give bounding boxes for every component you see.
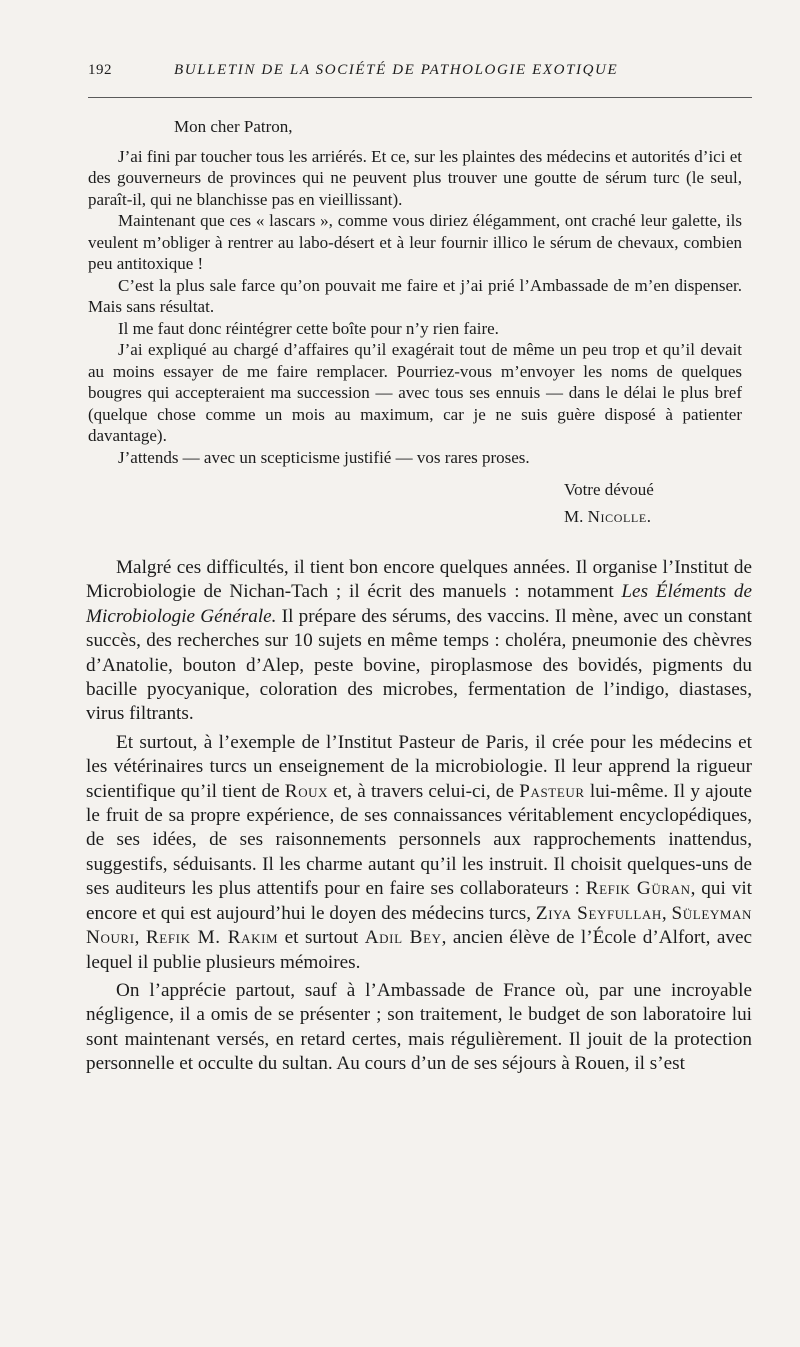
person-name: Roux: [284, 780, 329, 802]
text-run: , qui vit encore et qui est aujourd’hui le doyen des médecins turcs,: [86, 878, 752, 924]
quoted-letter: [88, 116, 742, 530]
person-name: Adil Bey: [364, 927, 442, 949]
person-name: Ziya Seyfullah: [535, 902, 662, 924]
letter-paragraph: Il me faut donc réintégrer cette boîte pour n’y rien faire.: [118, 318, 499, 338]
body-paragraph: [86, 556, 752, 727]
text-run: Il prépare des sérums, des vaccins. Il mène, avec un constant succès, des recherches sur 10 sujets en même temps : choléra, pneumonie des chèvres d’Anatolie, bouton d’Alep, peste bovine, piroplasmose des bovidés, pigments du bacille pyocyanique, coloration des microbes, fermentation de l’indigo, diastases, virus filtrants.: [86, 605, 752, 725]
letter-paragraph: C’est la plus sale farce qu’on pouvait me faire et j’ai prié l’Ambassade de m’en dispenser. Mais sans résultat.: [88, 275, 742, 316]
running-title: BULLETIN DE LA SOCIÉTÉ DE PATHOLOGIE EXOTIQUE: [174, 62, 619, 78]
person-name: Refik M. Rakim: [145, 927, 279, 949]
letter-signoff: Votre dévoué: [564, 480, 654, 499]
letter-paragraph: Maintenant que ces « lascars », comme vous diriez élégamment, ont craché leur galette, ils veulent m’obliger à rentrer au labo-désert et à leur fournir illico le sérum de chevaux, combien peu antitoxique !: [88, 211, 742, 273]
text-run: et surtout: [278, 927, 365, 949]
running-header: [88, 62, 754, 88]
page-number: 192: [88, 62, 112, 78]
text-run: et, à travers celui-ci, de: [328, 780, 520, 802]
person-name: Refik Güran: [585, 878, 691, 900]
letter-signature: [88, 503, 742, 530]
body-paragraph: [86, 731, 752, 975]
text-run: , ancien élève de l’École d’Alfort, avec lequel il publie plusieurs mémoires.: [86, 927, 752, 973]
text-run: lui-même. Il y ajoute le fruit de sa propre expérience, de ses connaissances véritablement encyclopédiques, de ses idées, de ses raisonnements personnels aux rapprochements inattendus, suggestifs, séduisants. Il les charme autant qu’il les instruit. Il choisit quelques-uns de ses auditeurs les plus attentifs pour en faire ses collaborateurs :: [86, 780, 753, 900]
text-run: ,: [661, 902, 672, 924]
letter-salutation: Mon cher Patron,: [174, 117, 293, 136]
letter-paragraph: J’ai expliqué au chargé d’affaires qu’il exagérait tout de même un peu trop et qu’il devait au moins essayer de me faire remplacer. Pourriez-vous m’envoyer les noms de quelques bougres qui accepteraient ma succession — avec tous ses ennuis — dans le délai le plus bref (quelque chose comme un mois au maximum, car je ne suis guère disposé à patienter davantage).: [88, 340, 742, 445]
letter-paragraph: J’ai fini par toucher tous les arriérés. Et ce, sur les plaintes des médecins et autorités d’ici et des gouverneurs de provinces qui ne peuvent plus trouver une goutte de sérum turc (le seul, paraît-il, qui ne blanchisse pas en vieillissant).: [88, 146, 742, 209]
header-rule: [88, 97, 752, 98]
text-run: ,: [134, 927, 146, 949]
text-run: Et surtout, à l’exemple de l’Institut Pasteur de Paris, il crée pour les médecins et les vétérinaires turcs un enseignement de la microbiologie. Il leur apprend la rigueur scientifique qu’il tient de: [86, 731, 752, 802]
article-body: [86, 556, 752, 1081]
person-name: Süleyman Nouri: [86, 902, 752, 949]
letter-paragraph: J’attends — avec un scepticisme justifié — vos rares proses.: [118, 447, 530, 467]
signature-initial: M.: [564, 507, 588, 526]
book-title: Les Éléments de Microbiologie Générale.: [86, 581, 752, 627]
signature-name: Nicolle.: [587, 507, 652, 526]
person-name: Pasteur: [519, 780, 585, 802]
body-paragraph: On l’apprécie partout, sauf à l’Ambassade de France où, par une incroyable négligence, il a omis de se présenter ; son traitement, le budget de son laboratoire lui sont maintenant versés, en retard certes, mais régulièrement. Il jouit de la protection personnelle et occulte du sultan. Au cours d’un de ses séjours à Rouen, il s’est: [86, 979, 752, 1075]
text-run: Malgré ces difficultés, il tient bon encore quelques années. Il organise l’Institut de Microbiologie de Nichan-Tach ; il écrit des manuels : notamment: [86, 557, 752, 603]
